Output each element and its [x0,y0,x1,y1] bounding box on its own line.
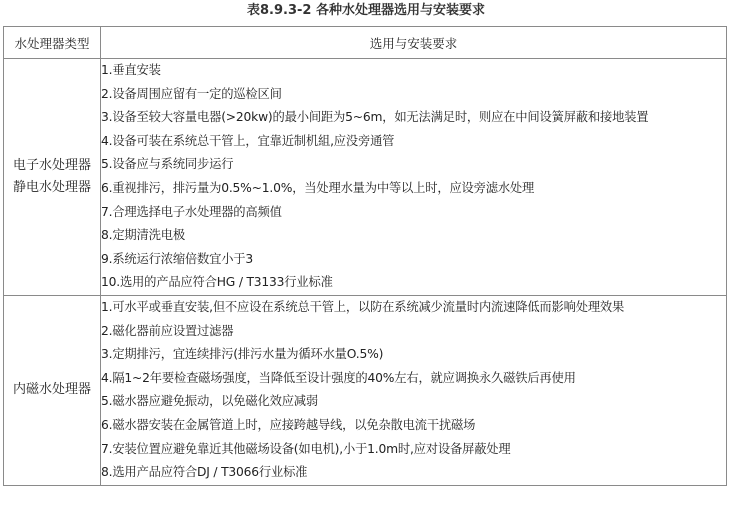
table-title: 表8.9.3-2 各种水处理器选用与安装要求 [247,3,485,18]
requirement-item: 5.磁水器应避免振动，以免磁化效应减弱 [101,394,318,409]
requirement-item: 1.垂直安装 [101,63,161,77]
type-cell [4,59,101,296]
requirements-cell [101,295,727,485]
requirement-item: 5.设备应与系统同步运行 [101,157,234,172]
requirement-item: 4.隔1~2年要检查磁场强度，当降低至设计强度的40%左右，就应调换永久磁铁后再使用 [101,370,576,385]
requirements-table [3,26,727,486]
requirement-item: 7.安装位置应避免靠近其他磁场设备(如电机),小于1.0m时,应对设备屏蔽处理 [101,441,511,456]
table-row [4,59,727,296]
table-header-row [4,27,727,59]
column-header-requirements: 选用与安装要求 [101,27,727,59]
type-label: 内磁水处理器 [12,382,91,398]
requirement-item: 7.合理选择电子水处理器的高频值 [101,204,282,219]
requirement-item: 6.重视排污，排污量为0.5%~1.0%，当处理水量为中等以上时，应设旁滤水处理 [101,180,535,195]
table-row [4,295,727,485]
requirement-item: 1.可水平或垂直安装,但不应设在系统总干管上，以防在系统减少流量时内流速降低而影响处理效果 [101,299,625,314]
requirement-item: 3.设备至较大容量电器(>20kw)的最小间距为5~6m，如无法满足时，则应在中间设簧屏蔽和接地装置 [101,110,649,125]
requirement-item: 2.设备周围应留有一定的巡检区间 [101,86,282,101]
requirement-item: 4.设备可装在系统总干管上，宜靠近制机組,应没旁通管 [101,133,395,148]
type-label: 电子水处理器 [12,157,91,173]
requirements-cell [101,59,727,296]
requirement-item: 3.定期排污，宜连续排污(排污水量为循环水量O.5%) [101,347,384,362]
type-cell [4,295,101,485]
requirement-item: 8.定期清洗电极 [101,228,185,243]
requirement-item: 10.选用的产品应符合HG / T3133行业标准 [101,275,333,290]
requirement-item: 8.选用产品应符合DJ / T3066行业标准 [101,465,308,480]
requirement-item: 6.磁水器安装在金属管道上时，应接跨越导线，以免杂散电流干扰磁场 [101,417,476,432]
requirement-item: 9.系统运行浓缩倍数宜小于3 [101,251,254,266]
type-label: 静电水处理器 [12,179,91,195]
column-header-type: 水处理器类型 [4,27,101,59]
requirement-item: 2.磁化器前应设置过滤器 [101,323,234,338]
